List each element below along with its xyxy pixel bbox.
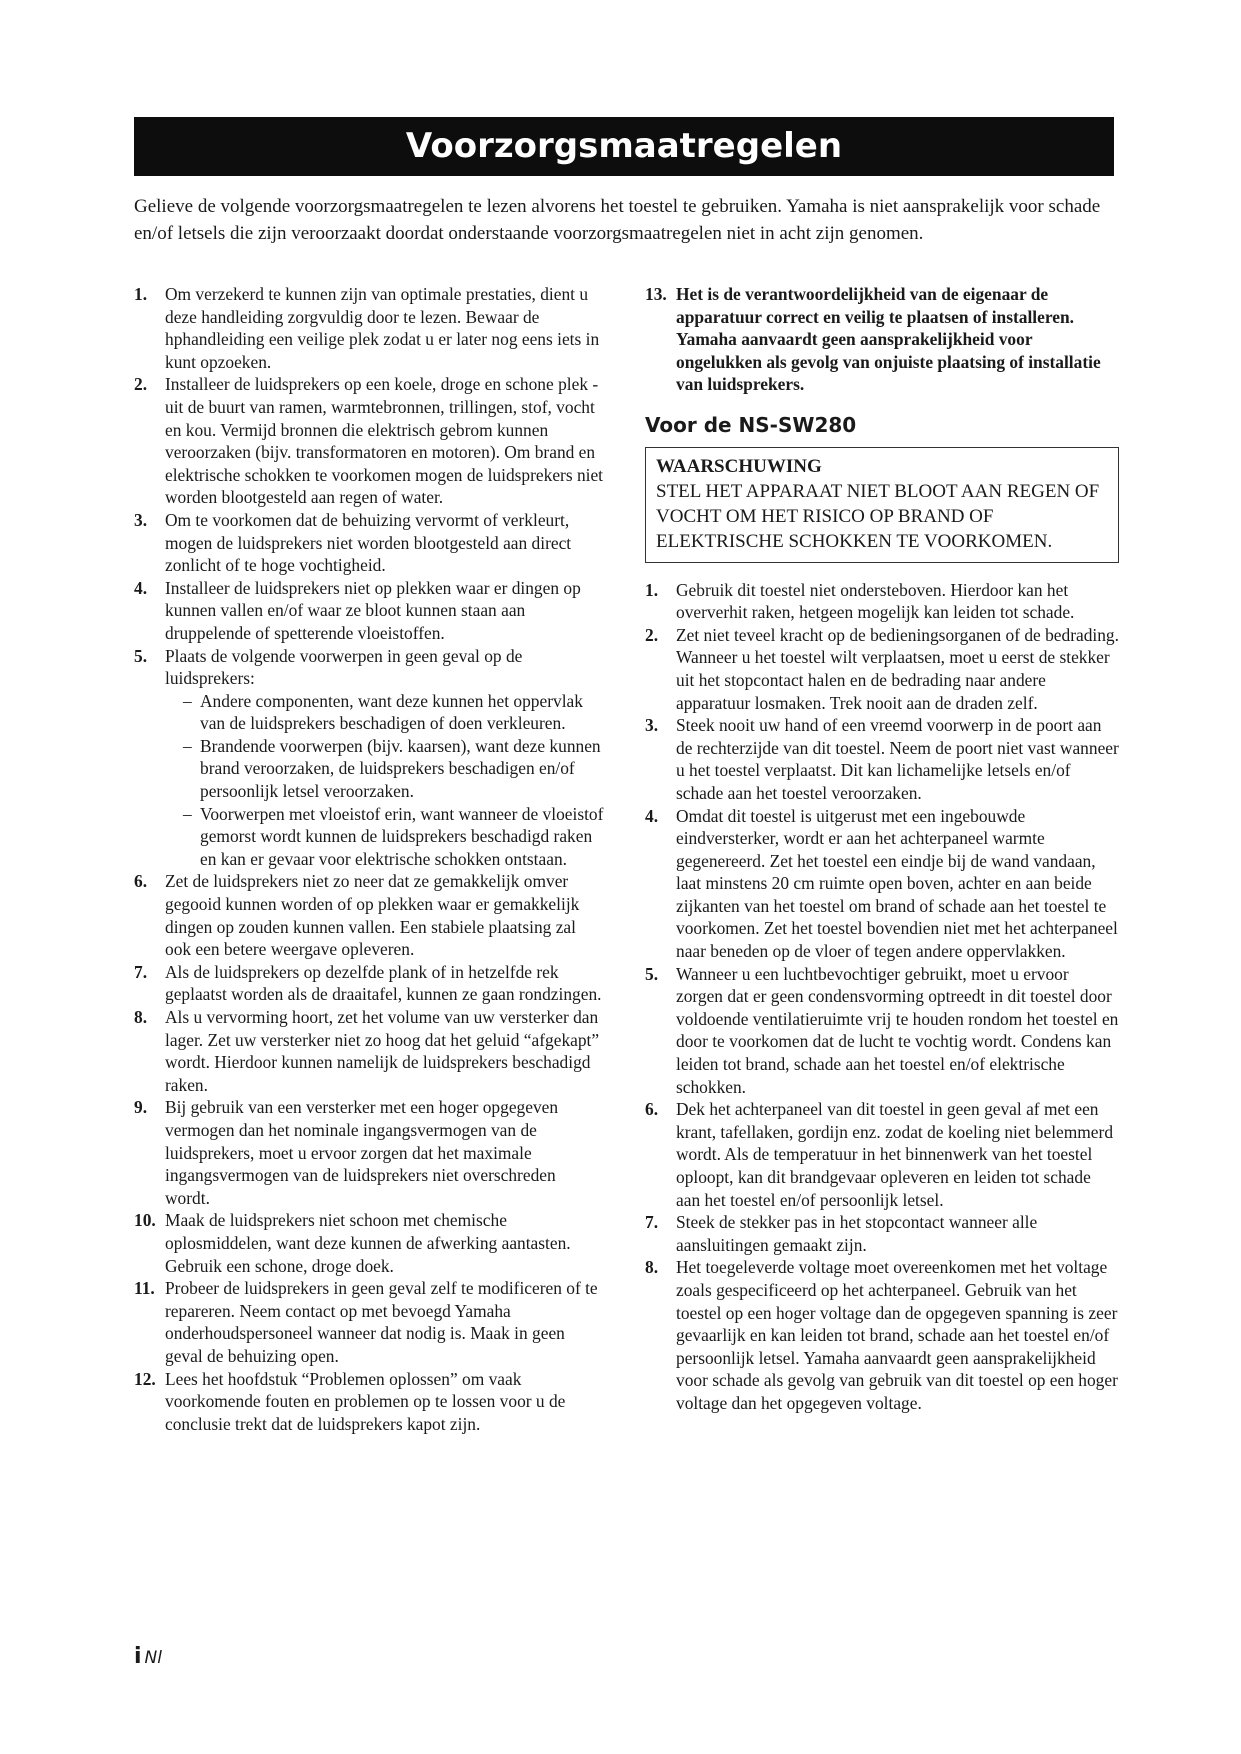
item-text: Installeer de luidsprekers op een koele, droge en schone plek - uit de buurt van ramen, warmtebronnen, trillingen, stof, vocht en kou. Vermijd bronnen die elektrisch gebrom kunnen veroorzaken (bijv. transformatoren en motoren). Om brand en elektrische schokken te voorkomen mogen de luidsprekers niet worden blootgesteld aan regen of water. [165,374,604,508]
sub-item-text: Brandende voorwerpen (bijv. kaarsen), want deze kunnen brand veroorzaken, de luidsprekers beschadigen en/of persoonlijk letsel veroorzaken. [200,735,601,802]
item-number: 3. [134,509,148,530]
sub-item-text: Voorwerpen met vloeistof erin, want wanneer de vloeistof gemorst wordt kunnen de luidsprekers beschadigd raken en kan er gevaar voor elektrische schokken ontstaan. [200,803,604,869]
item-number: 5. [645,963,659,984]
item-text: Plaats de volgende voorwerpen in geen geval op de luidsprekers: [165,645,523,689]
sub-list [165,690,604,871]
item-number: 2. [645,624,659,645]
sub-list-item [183,735,604,803]
list-item [645,1098,1119,1211]
item-text: Bij gebruik van een versterker met een hoger opgegeven vermogen dan het nominale ingangsvermogen van de luidsprekers, moet u ervoor zorgen dat het maximale ingangsvermogen van de luidsprekers niet overschreden wordt. [165,1097,559,1208]
list-item [134,1277,604,1367]
item-text: Steek nooit uw hand of een vreemd voorwerp in de poort aan de rechterzijde van dit toestel. Neem de poort niet vast wanneer u het toestel verplaatst. Dit kan lichamelijke letsels en/of schade aan het toestel veroorzaken. [676,715,1119,803]
list-item-13 [645,283,1119,396]
list-item [645,624,1119,714]
precaution-list-left [134,283,604,1435]
item-number: 4. [134,577,148,598]
item-text: Probeer de luidsprekers in geen geval zelf te modificeren of te repareren. Neem contact op met bevoegd Yamaha onderhoudspersoneel wanneer dat nodig is. Maak in geen geval de behuizing open. [165,1278,598,1366]
intro-paragraph: Gelieve de volgende voorzorgsmaatregelen te lezen alvorens het toestel te gebruiken. Yamaha is niet aansprakelijk voor schade en/of letsels die zijn veroorzaakt doordat onderstaande voorzorgsmaatregelen niet in acht zijn genomen. [134,196,1101,244]
list-item [134,645,604,871]
list-item [134,961,604,1006]
list-item [645,1211,1119,1256]
item-number: 7. [134,961,148,982]
list-item [134,870,604,960]
warning-text: STEL HET APPARAAT NIET BLOOT AAN REGEN OF VOCHT OM HET RISICO OP BRAND OF ELEKTRISCHE SCHOKKEN TE VOORKOMEN. [656,480,1100,552]
item-number: 6. [134,871,148,892]
item-text: Als u vervorming hoort, zet het volume van uw versterker dan lager. Zet uw versterker niet zo hoog dat het geluid “afgekapt” wordt. Hierdoor kunnen namelijk de luidsprekers beschadigd raken. [165,1007,600,1095]
item-number: 10. [134,1210,156,1231]
right-column [645,283,1119,1415]
page-number: i [134,1644,142,1669]
warning-box [645,447,1119,563]
item-text: Om verzekerd te kunnen zijn van optimale prestaties, dient u deze handleiding zorgvuldig door te lezen. Bewaar de hphandleiding een veilige plek zodat u er later nog eens iets in kunt opzoeken. [165,284,600,372]
list-item [134,1368,604,1436]
list-item [645,1256,1119,1414]
list-item [134,1096,604,1209]
item-text: Lees het hoofdstuk “Problemen oplossen” om vaak voorkomende fouten en problemen op te lossen voor u de conclusie trekt dat de luidsprekers kapot zijn. [165,1368,566,1434]
list-item [645,963,1119,1099]
item-number: 8. [645,1257,659,1278]
dash-bullet: – [183,803,192,824]
item-text: Het toegeleverde voltage moet overeenkomen met het voltage zoals gespecificeerd op het achterpaneel. Gebruik van het toestel op een hoger voltage dan de opgegeven spanning is zeer gevaarlijk en kan leiden tot brand, schade aan het toestel en/of persoonlijk letsel. Yamaha aanvaardt geen aansprakelijkheid voor schade als gevolg van gebruik van dit toestel op een hoger voltage dan het opgegeven voltage. [676,1257,1118,1413]
sub-list-item [183,803,604,871]
item-number: 2. [134,374,148,395]
item-number: 13. [645,284,667,304]
page-title: Voorzorgsmaatregelen [134,117,1114,176]
item-text: Het is de verantwoordelijkheid van de eigenaar de apparatuur correct en veilig te plaatsen of installeren. Yamaha aanvaardt geen aansprakelijkheid voor ongelukken als gevolg van onjuiste plaatsing of installatie van luidsprekers. [676,284,1101,395]
dash-bullet: – [183,735,192,756]
warning-title: WAARSCHUWING [656,455,822,477]
item-text: Dek het achterpaneel van dit toestel in geen geval af met een krant, tafellaken, gordijn enz. zodat de koeling niet belemmerd wordt. Als de temperatuur in het binnenwerk van het toestel oploopt, kan dit brandgevaar opleveren en leiden tot schade aan het toestel en/of persoonlijk letsel. [676,1099,1114,1210]
list-item [134,283,604,373]
item-text: Omdat dit toestel is uitgerust met een ingebouwde eindversterker, wordt er aan het achterpaneel warmte gegenereerd. Zet het toestel een eindje bij de wand vandaan, laat minstens 20 cm ruimte open boven, achter en aan beide zijkanten van het toestel om brand of schade aan het toestel te voorkomen. Zet het toestel bovendien niet met het achterpaneel naar beneden op de vloer of tegen andere oppervlakken. [676,805,1118,962]
item-number: 8. [134,1007,148,1027]
item-number: 3. [645,715,659,736]
item-text: Zet niet teveel kracht op de bedieningsorganen of de bedrading. Wanneer u het toestel wilt verplaatsen, moet u eerst de stekker uit het stopcontact halen en de bedrading naar andere apparatuur losmaken. Trek nooit aan de draden zelf. [676,624,1119,713]
item-text: Als de luidsprekers op dezelfde plank of in hetzelfde rek geplaatst worden als de draaitafel, kunnen ze gaan rondzingen. [165,961,602,1005]
item-number: 4. [645,805,659,826]
list-item [134,509,604,577]
item-text: Om te voorkomen dat de behuizing vervormt of verkleurt, mogen de luidsprekers niet worden blootgesteld aan direct zonlicht of te hoge vochtigheid. [165,509,572,576]
sub-item-text: Andere componenten, want deze kunnen het oppervlak van de luidsprekers beschadigen of doen verkleuren. [200,690,583,734]
item-text: Gebruik dit toestel niet ondersteboven. Hierdoor kan het oververhit raken, hetgeen mogelijk kan leiden tot schade. [676,579,1075,623]
item-number: 12. [134,1368,156,1389]
list-item [134,373,604,509]
item-text: Maak de luidsprekers niet schoon met chemische oplosmiddelen, want deze kunnen de afwerking aantasten. Gebruik een schone, droge doek. [165,1210,571,1276]
list-item [134,577,604,645]
list-item [645,805,1119,963]
sub-list-item [183,690,604,735]
section-heading: Voor de NS-SW280 [645,412,857,437]
list-item [645,714,1119,804]
item-number: 9. [134,1097,148,1118]
page-footer [134,1644,162,1669]
item-text: Wanneer u een luchtbevochtiger gebruikt, moet u ervoor zorgen dat er geen condensvorming optreedt in dit toestel door voldoende ventilatieruimte vrij te houden rondom het toestel en door te voorkomen dat de lucht te vochtig wordt. Condens kan leiden tot brand, schade aan het toestel en/of elektrische schokken. [676,963,1119,1097]
list-item [134,1209,604,1277]
item-text: Zet de luidsprekers niet zo neer dat ze gemakkelijk omver gegooid kunnen worden of op plekken waar er gemakkelijk dingen op zouden kunnen vallen. Een stabiele plaatsing zal ook een betere weergave opleveren. [165,871,580,960]
item-number: 5. [134,645,148,666]
item-number: 1. [134,284,148,304]
item-number: 7. [645,1212,659,1233]
dash-bullet: – [183,690,192,711]
precaution-list-right [645,579,1119,1415]
item-text: Installeer de luidsprekers niet op plekken waar er dingen op kunnen vallen en/of waar ze bloot kunnen staan aan druppelende of spetterende vloeistoffen. [165,577,581,643]
language-code: Nl [144,1648,162,1668]
item-number: 11. [134,1278,155,1299]
item-text: Steek de stekker pas in het stopcontact wanneer alle aansluitingen gemaakt zijn. [676,1212,1038,1255]
list-item [134,1006,604,1096]
item-number: 1. [645,579,659,600]
item-number: 6. [645,1099,659,1120]
list-item [645,579,1119,624]
left-column [134,283,604,1435]
